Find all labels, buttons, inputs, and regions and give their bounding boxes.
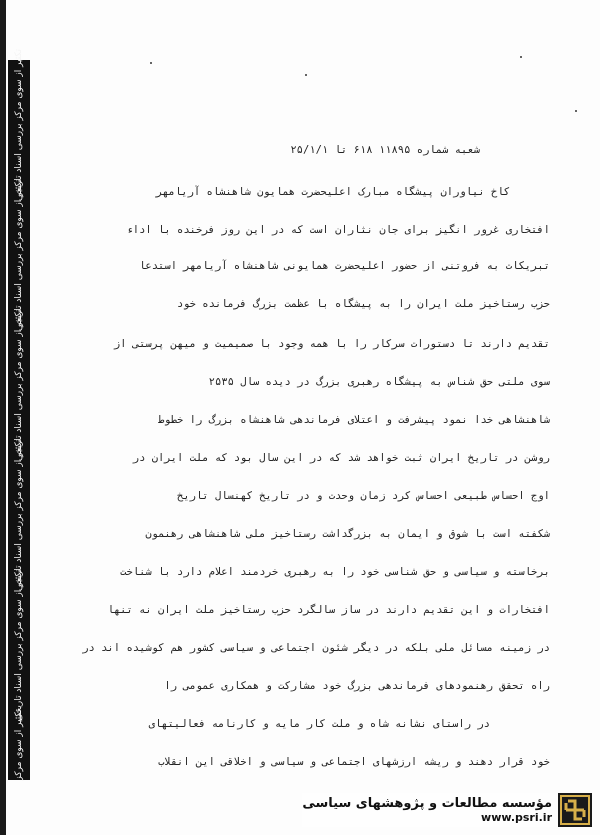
strip-segment: تکثیر از سوی مرکز	[14, 709, 24, 781]
psri-watermark	[302, 793, 592, 827]
text-line: تقدیم دارند تا دستورات سرکار را با همه وجود با صمیمیت و میهن پرستی از	[113, 338, 550, 350]
text-line: خود قرار دهند و ریشه ارزشهای اجتماعی و سیاسی و اخلاقی این انقلاب	[158, 756, 550, 768]
watermark-text	[302, 796, 552, 824]
text-line: شاهنشاهی خدا نمود پیشرفت و اعتلای فرماندهی شاهنشاه بزرگ را خطوط	[158, 414, 550, 426]
text-line: روشن در تاریخ ایران ثبت خواهد شد که در این سال بود که ملت ایران در	[132, 452, 550, 464]
strip-segment: تکثیر از سوی مرکز بررسی اسناد تاریخی	[14, 309, 24, 461]
watermark-url: www.psri.ir	[481, 811, 552, 824]
text-line: برخاسته و سیاسی و حق شناسی خود را به رهبری خردمند اعلام دارد با شناخت	[120, 566, 550, 578]
document-header: شعبه شماره ۱۱۸۹۵ ۶۱۸ تا ۲۵/۱/۱	[290, 144, 480, 156]
strip-segment: تکثیر از سوی مرکز بررسی اسناد تاریخی	[14, 569, 24, 721]
watermark-name: مؤسسه مطالعات و پژوهشهای سیاسی	[302, 796, 552, 811]
text-line: اوج احساس طبیعی احساس کرد زمان وحدت و در تاریخ کهنسال تاریخ	[177, 490, 550, 502]
scan-speck	[150, 62, 152, 64]
psri-logo-icon	[558, 793, 592, 827]
text-line: افتخارات و این تقدیم دارند در ساز سالگرد حزب رستاخیز ملت ایران نه تنها	[107, 604, 550, 616]
text-line: شکفته است با شوق و ایمان به بزرگداشت رستاخیز ملی شاهنشاهی رهنمون	[145, 528, 550, 540]
scan-speck	[520, 56, 522, 58]
strip-segment: تکثیر از سوی مرکز بررسی اسناد تاریخی	[14, 49, 24, 201]
document-body	[60, 0, 550, 835]
text-line: تبریکات به فروتنی از حضور اعلیحضرت همایونی شاهنشاه آریامهر استدعا	[139, 260, 550, 272]
strip-segment: تکثیر از سوی مرکز بررسی اسناد تاریخی	[14, 179, 24, 331]
side-stamp-strip	[8, 49, 30, 781]
text-line: کاخ نیاوران پیشگاه مبارک اعلیحضرت همایون شاهنشاه آریامهر	[155, 186, 510, 198]
scan-edge	[0, 0, 6, 835]
text-line: در زمینه مسائل ملی بلکه در دیگر شئون اجتماعی و سیاسی کشور هم کوشیده اند در	[82, 642, 550, 654]
scan-speck	[305, 74, 307, 76]
text-line: افتخاری غرور انگیز برای جان نثاران است که در این روز فرخنده با اداء	[126, 224, 550, 236]
strip-segment: تکثیر از سوی مرکز بررسی اسناد تاریخی	[14, 439, 24, 591]
text-line: سوی ملتی حق شناس به پیشگاه رهبری بزرگ در دیده سال ۲۵۳۵	[208, 376, 550, 388]
text-line: حزب رستاخیز ملت ایران را به پیشگاه با عظمت بزرگ فرمانده خود	[177, 298, 550, 310]
text-line: در راستای نشانه شاه و ملت کار مایه و کارنامه فعالیتهای	[148, 718, 490, 730]
scan-speck	[575, 110, 577, 112]
text-line: راه تحقق رهنمودهای فرماندهی بزرگ خود مشارکت و همکاری عمومی را	[164, 680, 550, 692]
